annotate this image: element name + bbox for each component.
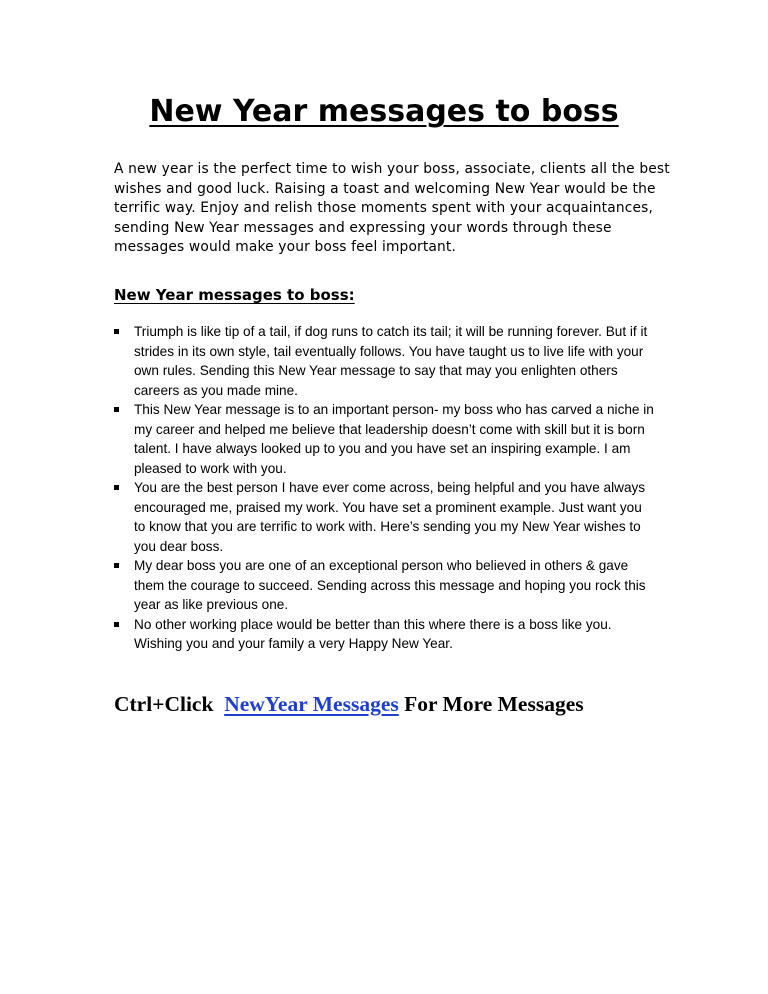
list-item xyxy=(114,615,654,654)
square-bullet-icon xyxy=(114,407,119,412)
square-bullet-icon xyxy=(114,563,119,568)
cta-suffix: For More Messages xyxy=(398,692,584,716)
list-item-text: Triumph is like tip of a tail, if dog runs to catch its tail; it will be running forever. But if it strides in its own style, tail eventually follows. You have taught us to live life with your own rules. Sending this New Year message to say that may you enlighten others careers as you made mine. xyxy=(134,324,648,398)
square-bullet-icon xyxy=(114,622,119,627)
square-bullet-icon xyxy=(114,485,119,490)
section-heading: New Year messages to boss: xyxy=(114,286,355,304)
list-item-text: My dear boss you are one of an exceptional person who believed in others & gave them the courage to succeed. Sending across this message and hoping you rock this year as like previous one. xyxy=(134,558,646,612)
list-item xyxy=(114,400,654,478)
page-title: New Year messages to boss xyxy=(149,94,619,129)
list-item xyxy=(114,556,654,615)
intro-paragraph: A new year is the perfect time to wish your boss, associate, clients all the best wishes and good luck. Raising a toast and welcoming New Year would be the terrific way. Enjoy and relish those moments spent with your acquaintances, sending New Year messages and expressing your words through these messages would make your boss feel important. xyxy=(114,161,670,255)
messages-list xyxy=(114,322,654,654)
list-item xyxy=(114,478,654,556)
square-bullet-icon xyxy=(114,329,119,334)
cta-prefix: Ctrl+Click xyxy=(114,692,225,716)
list-item-text: You are the best person I have ever come across, being helpful and you have always encouraged me, praised my work. You have set a prominent example. Just want you to know that you are terrific to work with. Here’s sending you my New Year wishes to you dear boss. xyxy=(134,480,646,554)
more-messages-line xyxy=(114,690,584,718)
list-item-text: No other working place would be better than this where there is a boss like you. Wishing you and your family a very Happy New Year. xyxy=(134,616,612,651)
list-item xyxy=(114,322,654,400)
newyear-messages-link[interactable]: NewYear Messages xyxy=(224,692,399,716)
list-item-text: This New Year message is to an important person- my boss who has carved a niche in my career and helped me believe that leadership doesn’t come with skill but it is born talent. I have always looked up to you and you have set an inspiring example. I am pleased to work with you. xyxy=(134,402,654,476)
